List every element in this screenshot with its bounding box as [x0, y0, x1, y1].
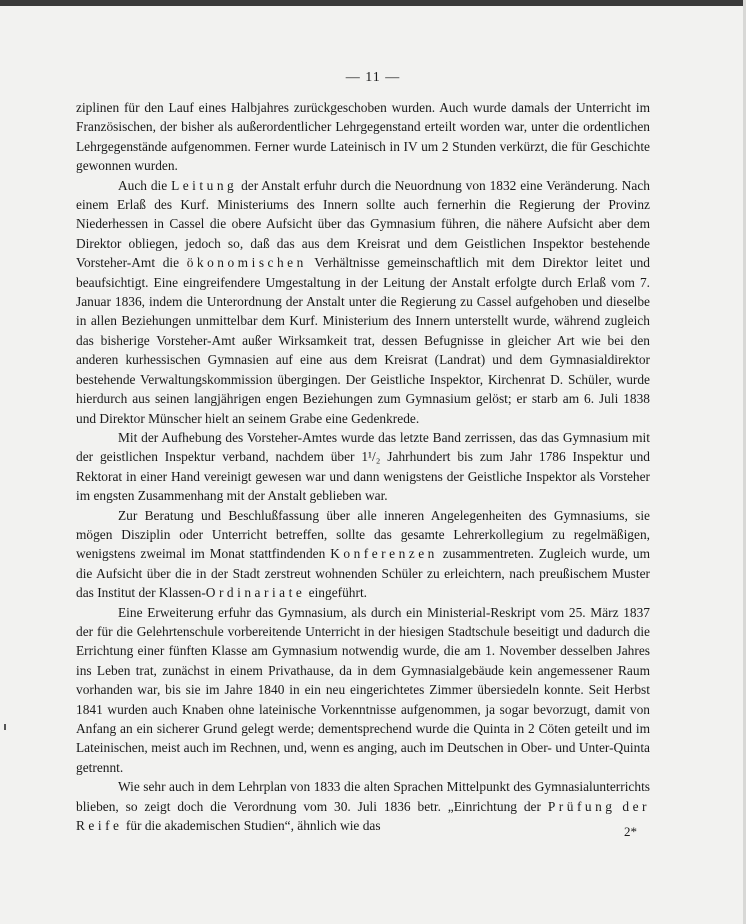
spaced-word-pruefung: Prüfung: [547, 798, 616, 814]
spaced-word-reife: Reife: [76, 818, 123, 834]
page-top-edge: [0, 0, 746, 6]
paragraph-3: Mit der Aufhebung des Vorsteher-Amtes wurde das letzte Band zerrissen, das das Gymnasium mit der geistlichen Inspektur verband, nachdem über 1¹/₂ Jahrhundert bis zum Jahr 1786 Inspektur und Rektorat in einer Hand vereinigt gewesen war und dann wenigstens der Geistliche Inspektor als Vorsteher im engsten Zusammenhang mit der Anstalt geblieben war.: [76, 429, 650, 504]
signature-mark: 2*: [624, 824, 637, 839]
page-number: — 11 —: [345, 70, 401, 85]
margin-mark: [4, 724, 6, 730]
paragraph-5: Eine Erweiterung erfuhr das Gymnasium, als durch ein Ministerial-Reskript vom 25. März 1837 der für die Gelehrtenschule vorbereitende Unterricht in der hiesigen Stadtschule beseitigt und dadurch die Errichtung einer fünften Klasse am Gymnasium notwendig wurde, die am 1. November desselben Jahres ins Leben trat, zunächst in einem Privathause, da in dem Gymnasialgebäude kein angemessener Raum vorhanden war, bis sie im Jahre 1840 in ein neu eingerichtetes Zimmer übersiedeln konnte. Seit Herbst 1841 wurden auch Knaben ohne lateinische Vorkenntnisse aufgenommen, ja sogar bevorzugt, damit von Anfang an ein sicherer Grund gelegt werde; dementsprechend wurde die Quinta in 2 Cöten geteilt und im Lateinischen, meist auch im Rechnen, und, wenn es anging, auch im Deutschen in Ober- und Unter-Quinta getrennt.: [76, 604, 650, 775]
spaced-word-der: der: [622, 798, 650, 814]
body-text: [76, 98, 650, 835]
paragraph-1: ziplinen für den Lauf eines Halbjahres zurückgeschoben wurden. Auch wurde damals der Unterricht im Französischen, der bisher als außerordentlicher Lehrgegenstand erteilt worden war, unter die ordentlichen Lehrgegenstände aufgenommen. Ferner wurde Lateinisch in IV um 2 Stunden verkürzt, die für Geschichte gewonnen wurden.: [76, 100, 650, 174]
paragraph-2: Auch die Leitung der Anstalt erfuhr durch die Neuordnung von 1832 eine Veränderung. Nach einem Erlaß des Kurf. Ministeriums des Innern sollte auch fernerhin die Regierung der Provinz Niederhessen in Cassel die obere Aufsicht über das Gymnasium führen, die nähere Aufsicht aber dem Direktor obliegen, jedoch so, daß das aus dem Kreisrat und dem Geistlichen Inspektor bestehende Vorsteher-Amt die ökonomischen Verhältnisse gemeinschaftlich mit dem Direktor leitet und beaufsichtigt. Eine eingreifendere Umgestaltung in der Leitung der Anstalt erfolgte durch Erlaß vom 7. Januar 1836, indem die Unterordnung der Anstalt unter die Regierung zu Cassel aufgehoben und dieselbe in allen Beziehungen unmittelbar dem Kurf. Ministerium des Innern unterstellt wurde, während zugleich das bisherige Vorsteher-Amt außer Wirksamkeit trat, dessen Befugnisse in gleicher Art wie bei den anderen kurhessischen Gymnasien auf eine aus dem Kreisrat (Landrat) und dem Gymnasialdirektor bestehende Verwaltungskommission übergingen. Der Geistliche Inspektor, Kirchenrat D. Schüler, wurde hierdurch aus seinen langjährigen engen Beziehungen zum Gymnasium gelöst; er starb am 6. Juli 1838 und Direktor Münscher hielt an seinem Grabe eine Gedenkrede.: [76, 177, 650, 426]
spaced-word-konferenzen: Konferenzen: [330, 546, 438, 562]
paragraph-6: Wie sehr auch in dem Lehrplan von 1833 die alten Sprachen Mittelpunkt des Gymnasialunterrichts blieben, so zeigt doch die Verordnung vom 30. Juli 1836 betr. „Einrichtung der Prüfung der Reife für die akademischen Studien“, ähnlich wie das: [76, 779, 650, 834]
paragraph-4: Zur Beratung und Beschlußfassung über alle inneren Angelegenheiten des Gymnasiums, sie mögen Disziplin oder Unterricht betreffen, sollte das gesamte Lehrerkollegium zu regelmäßigen, wenigstens zweimal im Monat stattfindenden Konferenzen zusammentreten. Zugleich wurde, um die Aufsicht über die in der Stadt zerstreut wohnenden Schüler zu erleichtern, nach preußischem Muster das Institut der Klassen-Ordinariate eingeführt.: [76, 507, 651, 601]
spaced-word-leitung: Leitung: [171, 177, 238, 193]
spaced-word-oekonomischen: ökonomischen: [186, 255, 307, 271]
spaced-word-ordinariate: Ordinariate: [205, 585, 306, 601]
